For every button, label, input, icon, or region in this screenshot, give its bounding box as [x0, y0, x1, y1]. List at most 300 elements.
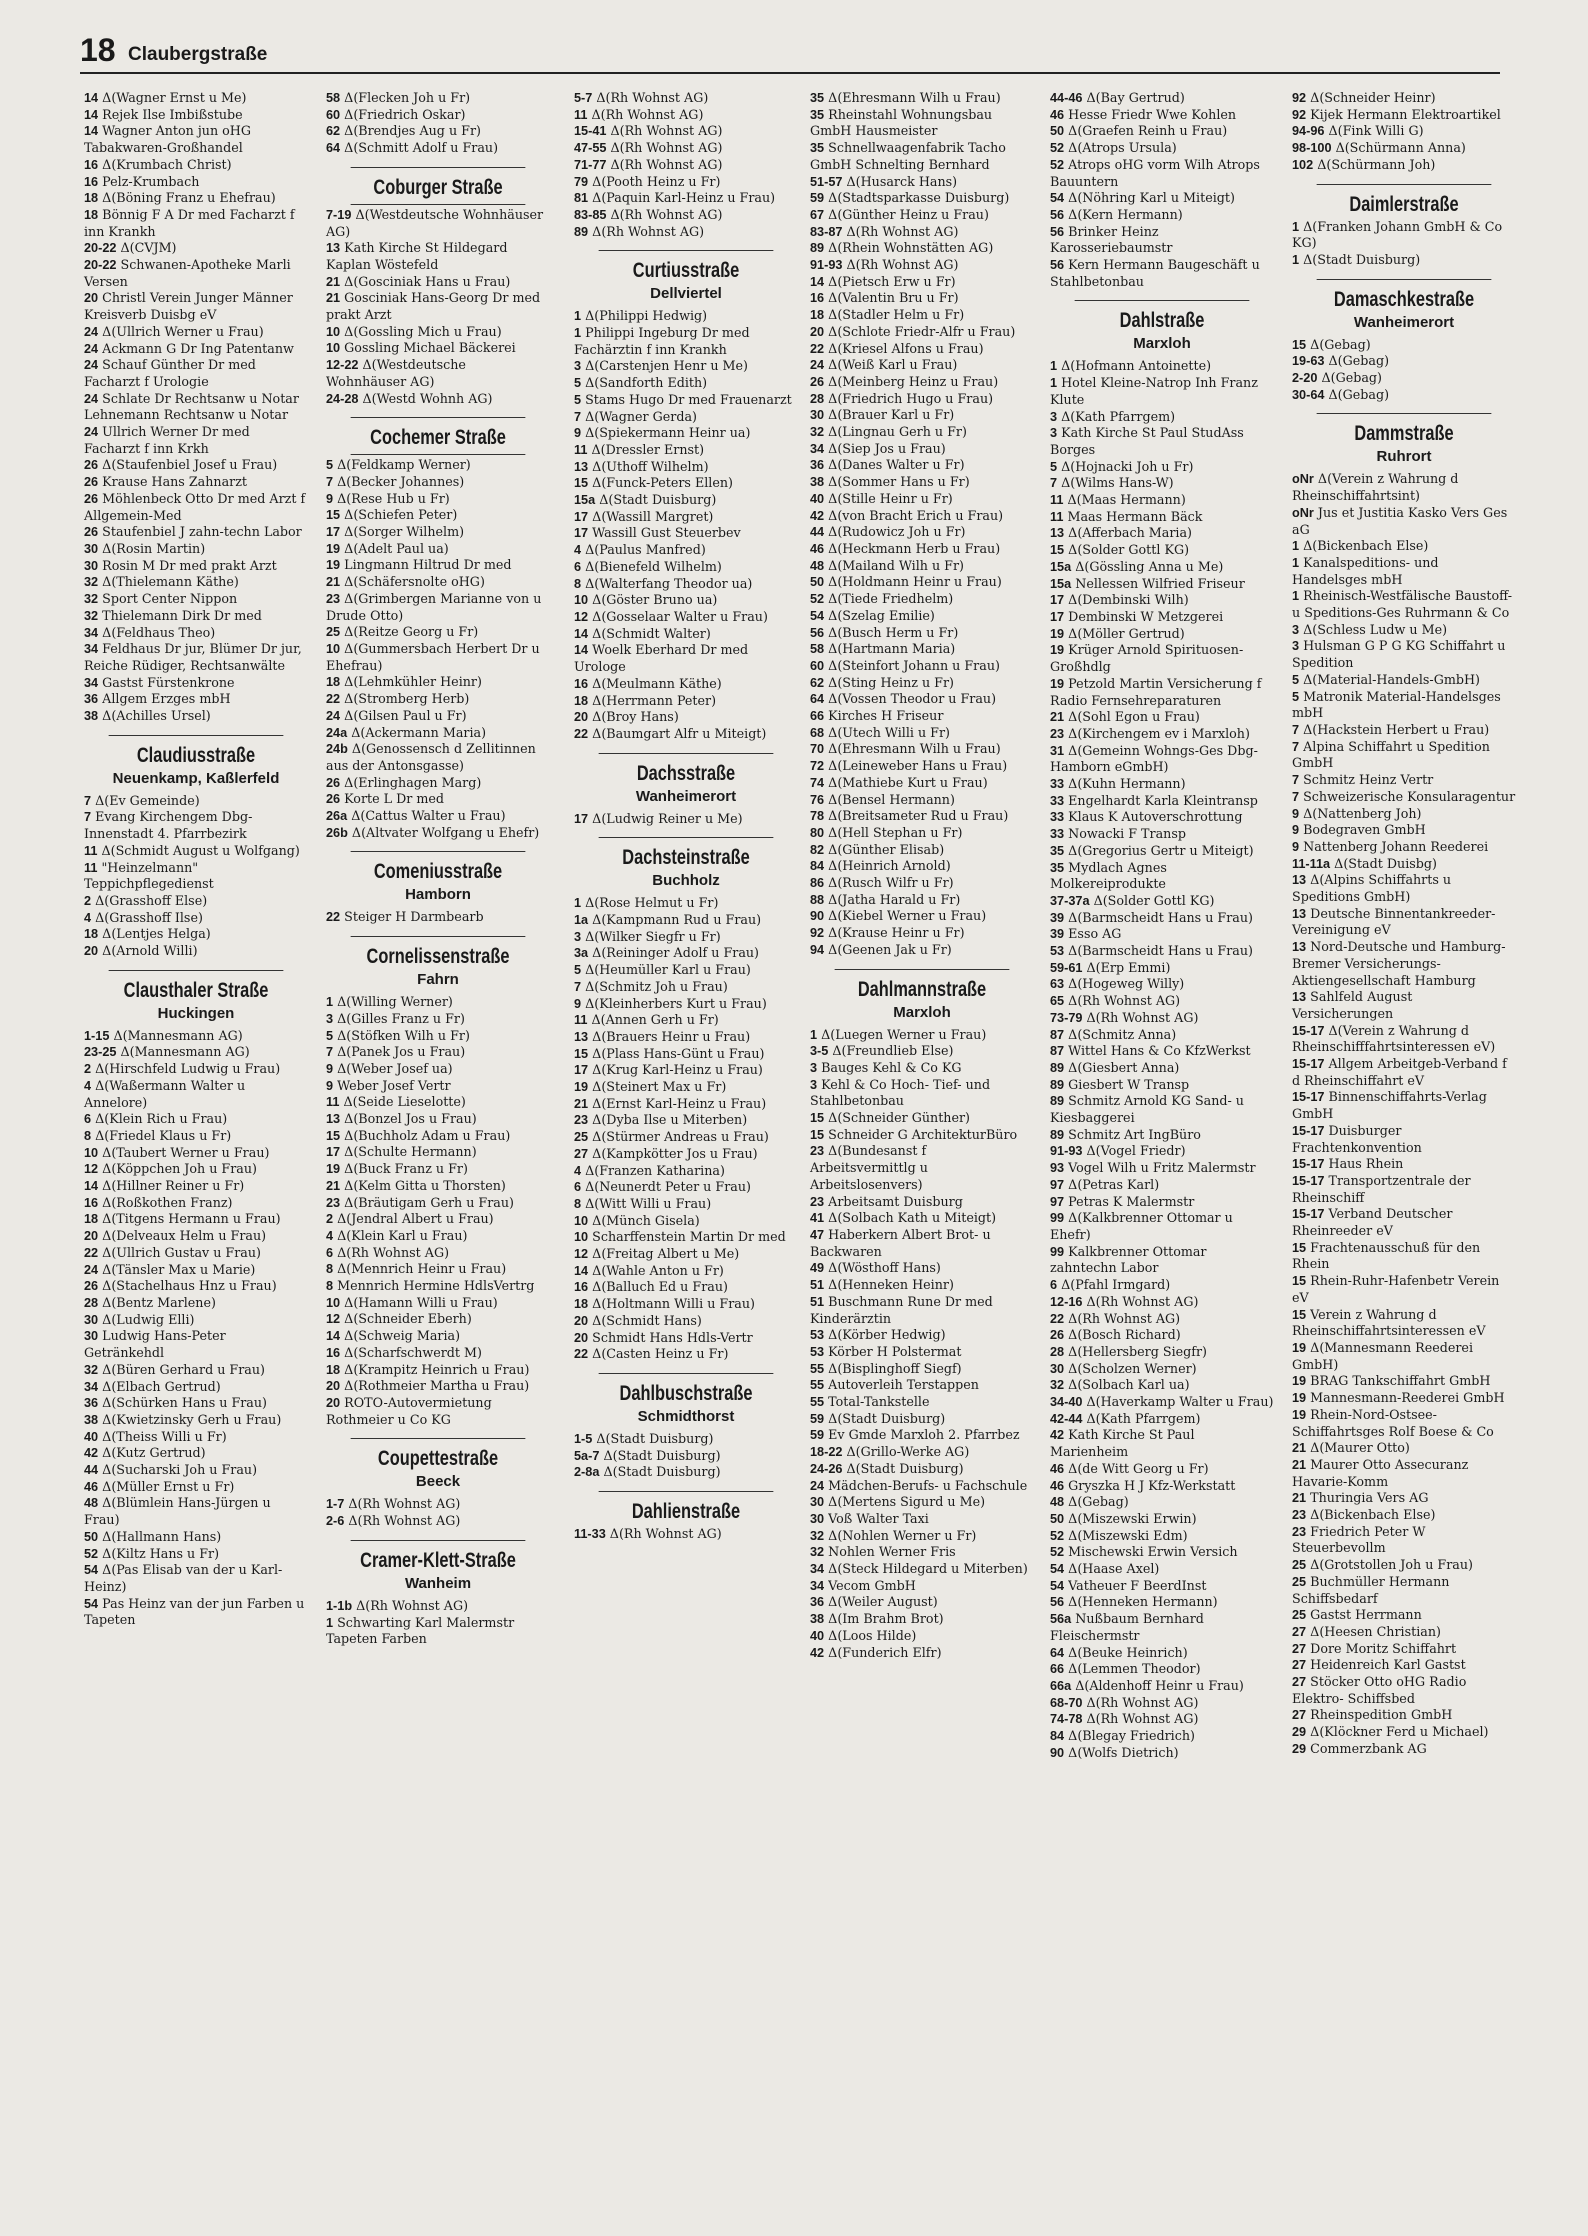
entry-text: Δ(Genossensch d Zellitinnen aus der Antonsgasse): [326, 741, 536, 773]
directory-entry: [1050, 1544, 1274, 1561]
directory-entry: [574, 676, 798, 693]
house-number: 54: [84, 1563, 99, 1578]
directory-entry: [810, 1077, 1034, 1110]
directory-entry: [84, 675, 308, 692]
directory-entry: [84, 1128, 308, 1145]
entry-text: Kath Kirche St Hildegard Kaplan Wöstefeld: [326, 240, 508, 272]
house-number: 12: [84, 1162, 99, 1177]
entry-text: Δ(Theiss Willi u Fr): [102, 1428, 227, 1444]
entry-text: Δ(Weiler August): [828, 1594, 938, 1610]
entry-text: Δ(Kiebel Werner u Frau): [828, 908, 987, 924]
house-number: 23-25: [84, 1045, 117, 1060]
house-number: 26b: [326, 825, 348, 840]
house-number: 17: [574, 526, 589, 541]
entry-text: Δ(Schneider Günther): [828, 1110, 970, 1126]
entry-text: Δ(Solder Gottl KG): [1093, 892, 1215, 908]
entry-text: Δ(Kelm Gitta u Thorsten): [344, 1177, 506, 1193]
directory-entry: [574, 1096, 798, 1113]
entry-text: Δ(Gemeinn Wohngs-Ges Dbg-Hamborn eGmbH): [1050, 742, 1258, 775]
house-number: 19: [326, 1162, 341, 1177]
house-number: 97: [1050, 1194, 1065, 1209]
directory-entry: [1050, 207, 1274, 224]
house-number: 14: [84, 124, 99, 139]
directory-entry: [1292, 1407, 1516, 1440]
directory-entry: [810, 508, 1034, 525]
entry-text: Δ(Hirschfeld Ludwig u Frau): [95, 1061, 281, 1077]
house-number: 36: [84, 1396, 99, 1411]
house-number: 11: [84, 860, 98, 875]
entry-text: Δ(Bickenbach Else): [1310, 1507, 1436, 1523]
house-number: 48: [1050, 1495, 1065, 1510]
entry-text: Schneider G ArchitekturBüro: [828, 1126, 1018, 1142]
house-number: 28: [810, 391, 825, 406]
entry-text: Δ(Haverkamp Walter u Frau): [1086, 1394, 1274, 1410]
entry-text: Ackmann G Dr Ing Patentanw: [102, 340, 294, 356]
entry-text: Δ(Kampmann Rud u Frau): [592, 912, 762, 928]
house-number: 99: [1050, 1244, 1065, 1259]
directory-entry: [810, 541, 1034, 558]
house-number: 19: [326, 541, 341, 556]
entry-text: Δ(CVJM): [120, 240, 177, 256]
entry-text: Δ(Hallmann Hans): [102, 1528, 222, 1544]
directory-entry: [84, 691, 308, 708]
house-number: 13: [1292, 990, 1307, 1005]
house-number: 25: [1292, 1558, 1307, 1573]
entry-text: Δ(Krause Heinr u Fr): [828, 925, 965, 941]
house-number: 15: [810, 1127, 825, 1142]
house-number: 12: [326, 1312, 341, 1327]
entry-text: Δ(Wilms Hans-W): [1061, 475, 1174, 491]
entry-text: Schmitz Heinz Vertr: [1303, 772, 1434, 788]
house-number: 30: [84, 1329, 99, 1344]
directory-entry: [1050, 993, 1274, 1010]
house-number: 15: [326, 508, 341, 523]
directory-entry: [810, 307, 1034, 324]
column-1: [84, 90, 308, 1629]
entry-text: Heidenreich Karl Gastst: [1310, 1657, 1466, 1673]
house-number: 74: [810, 775, 825, 790]
entry-text: Δ(Adelt Paul ua): [344, 540, 449, 556]
directory-entry: [326, 391, 550, 408]
house-number: 16: [84, 157, 99, 172]
house-number: 71-77: [574, 157, 607, 172]
house-number: 3: [810, 1060, 818, 1075]
house-number: 18: [574, 1297, 589, 1312]
entry-text: Δ(Neunerdt Peter u Frau): [585, 1179, 751, 1195]
entry-text: Δ(Lingnau Gerh u Fr): [828, 424, 967, 440]
directory-entry: [810, 1027, 1034, 1044]
directory-entry: [326, 1178, 550, 1195]
directory-entry: [84, 708, 308, 725]
entry-text: Nußbaum Bernhard Fleischermstr: [1050, 1611, 1204, 1643]
entry-text: Δ(Gummersbach Herbert Dr u Ehefrau): [326, 640, 540, 673]
entry-text: Weber Josef Vertr: [337, 1077, 451, 1093]
directory-entry: [1050, 592, 1274, 609]
directory-entry: [1050, 509, 1274, 526]
entry-text: Δ(Steck Hildegard u Miterben): [828, 1561, 1028, 1577]
entry-text: Δ(Cattus Walter u Frau): [351, 808, 506, 824]
house-number: 32: [84, 1362, 99, 1377]
entry-text: Δ(Pooth Heinz u Fr): [592, 173, 721, 189]
directory-entry: [810, 224, 1034, 241]
directory-entry: [810, 741, 1034, 758]
district-label: Wanheim: [404, 1574, 472, 1592]
house-number: 50: [1050, 1511, 1065, 1526]
entry-text: Δ(Rusch Wilfr u Fr): [828, 875, 954, 891]
directory-entry: [84, 491, 308, 524]
entry-text: Vogel Wilh u Fritz Malermstr: [1068, 1160, 1256, 1176]
entry-text: Δ(Rh Wohnst AG): [1068, 993, 1181, 1009]
entry-text: Δ(Hell Stephan u Fr): [828, 824, 963, 840]
directory-entry: [1292, 1557, 1516, 1574]
directory-entry: [326, 1044, 550, 1061]
directory-entry: [574, 576, 798, 593]
entry-text: Δ(Vossen Theodor u Frau): [828, 691, 997, 707]
directory-entry: [574, 1229, 798, 1246]
entry-text: Bönnig F A Dr med Facharzt f inn Krankh: [84, 206, 295, 239]
house-number: 15: [574, 1046, 589, 1061]
house-number: 14: [84, 107, 99, 122]
house-number: 87: [1050, 1027, 1065, 1042]
running-title: Claubergstraße: [128, 44, 268, 65]
house-number: 52: [84, 1546, 99, 1561]
house-number: 35: [810, 91, 825, 105]
directory-entry: [810, 491, 1034, 508]
house-number: 2: [84, 893, 92, 908]
house-number: 6: [574, 1180, 582, 1195]
page-number: 18: [80, 32, 116, 68]
house-number: 30: [810, 1495, 825, 1510]
directory-entry: [84, 809, 308, 842]
house-number: 46: [84, 1479, 99, 1494]
house-number: 15-17: [1292, 1090, 1325, 1105]
entry-text: Δ(Stadt Duisburg): [1303, 251, 1421, 267]
entry-text: Δ(Fink Willi G): [1328, 123, 1424, 139]
entry-text: Δ(Schless Ludw u Me): [1303, 621, 1448, 637]
street-heading: Curtiusstraße: [599, 250, 774, 283]
house-number: 89: [1050, 1127, 1065, 1142]
directory-entry: [1050, 525, 1274, 542]
house-number: 42: [84, 1446, 99, 1461]
house-number: 8: [326, 1262, 334, 1277]
entry-text: Schwarting Karl Malermstr Tapeten Farben: [326, 1614, 515, 1647]
directory-entry: [326, 1362, 550, 1379]
house-number: 15-17: [1292, 1057, 1325, 1072]
entry-text: Verein z Wahrung d Rheinschiffahrtsinteressen eV: [1292, 1306, 1486, 1339]
directory-entry: [574, 1313, 798, 1330]
entry-text: Wassill Gust Steuerbev: [592, 525, 741, 541]
directory-entry: [810, 90, 1034, 107]
entry-text: Δ(Mannesmann AG): [120, 1044, 250, 1060]
street-heading: Dachsteinstraße: [599, 837, 774, 870]
entry-text: Δ(Kampkötter Jos u Frau): [592, 1145, 758, 1161]
house-number: 42: [810, 1645, 825, 1660]
entry-text: Δ(Weiß Karl u Frau): [828, 357, 958, 373]
entry-text: Giesbert W Transp: [1068, 1076, 1190, 1092]
house-number: 19: [1050, 676, 1065, 691]
directory-entry: [1292, 1206, 1516, 1239]
directory-entry: [810, 725, 1034, 742]
house-number: 47: [810, 1228, 825, 1242]
house-number: 28: [84, 1296, 99, 1310]
house-number: 46: [1050, 107, 1065, 122]
directory-entry: [574, 811, 798, 828]
directory-entry: [1292, 939, 1516, 989]
directory-entry: [574, 409, 798, 426]
entry-text: Δ(Böning Franz u Ehefrau): [102, 190, 276, 206]
house-number: 50: [1050, 124, 1065, 139]
entry-text: Krüger Arnold Spirituosen-Großhdlg: [1050, 642, 1244, 675]
entry-text: Δ(Verein z Wahrung d Rheinschiffahrtsint): [1292, 471, 1459, 504]
entry-text: Δ(Krumbach Christ): [102, 156, 232, 172]
entry-text: Δ(Gössling Anna u Me): [1075, 558, 1224, 574]
entry-text: Δ(Rh Wohnst AG): [1086, 1293, 1199, 1309]
house-number: 54: [1050, 191, 1065, 206]
district-label: Marxloh: [893, 1003, 951, 1021]
directory-entry: [326, 457, 550, 474]
house-number: 13: [1050, 526, 1065, 541]
directory-entry: [574, 123, 798, 140]
house-number: 20: [574, 1330, 589, 1345]
entry-text: Krause Hans Zahnarzt: [102, 474, 247, 490]
entry-text: Δ(Brauers Heinr u Frau): [592, 1028, 751, 1044]
entry-text: Δ(Scharfschwerdt M): [344, 1344, 482, 1360]
entry-text: Δ(Ernst Karl-Heinz u Frau): [592, 1095, 767, 1111]
entry-text: Δ(Rosin Martin): [102, 540, 206, 556]
house-number: 38: [810, 1612, 825, 1627]
directory-entry: [1050, 1494, 1274, 1511]
street-heading: Dammstraße: [1317, 413, 1492, 446]
directory-entry: [1292, 1524, 1516, 1557]
house-number: 1: [1292, 252, 1300, 267]
directory-entry: [84, 1211, 308, 1228]
house-number: 64: [810, 692, 825, 707]
directory-entry: [326, 290, 550, 323]
house-number: 15: [810, 1111, 825, 1126]
directory-entry: [574, 1163, 798, 1180]
entry-text: Δ(Altvater Wolfgang u Ehefr): [351, 824, 540, 840]
directory-entry: [810, 524, 1034, 541]
house-number: 14: [810, 274, 825, 289]
directory-entry: [1292, 1373, 1516, 1390]
directory-entry: [1050, 1711, 1274, 1728]
house-number: 65: [1050, 994, 1065, 1009]
entry-text: Petras K Malermstr: [1068, 1193, 1195, 1209]
house-number: 11: [574, 442, 588, 457]
entry-text: Δ(Verein z Wahrung d Rheinschifffahrtsinteressen eV): [1292, 1022, 1496, 1055]
directory-entry: [84, 1262, 308, 1279]
entry-text: Δ(Klein Rich u Frau): [95, 1111, 228, 1127]
entry-text: Δ(Kiltz Hans u Fr): [102, 1545, 220, 1561]
entry-text: Δ(Graefen Reinh u Frau): [1068, 123, 1228, 139]
house-number: 15a: [1050, 559, 1072, 574]
directory-entry: [574, 1129, 798, 1146]
directory-entry: [1050, 743, 1274, 776]
house-number: 56: [1050, 224, 1065, 239]
entry-text: Wittel Hans & Co KfzWerkst: [1068, 1043, 1251, 1059]
directory-entry: [84, 843, 308, 860]
directory-entry: [1292, 839, 1516, 856]
entry-text: Δ(Flecken Joh u Fr): [344, 90, 471, 105]
house-number: 18-22: [810, 1445, 843, 1460]
directory-entry: [1292, 555, 1516, 588]
entry-text: Δ(Gosselaar Walter u Frau): [592, 608, 768, 624]
entry-text: Δ(Gebag): [1068, 1494, 1129, 1510]
house-number: 15: [1292, 1240, 1307, 1255]
entry-text: Feldhaus Dr jur, Blümer Dr jur, Reiche Rüdiger, Rechtsanwälte: [84, 641, 302, 673]
entry-text: Δ(Sting Heinz u Fr): [828, 674, 954, 690]
entry-text: Δ(Günther Elisab): [828, 841, 945, 857]
directory-entry: [326, 1061, 550, 1078]
house-number: 26: [84, 475, 99, 490]
district-label: Huckingen: [157, 1004, 235, 1022]
directory-entry: [326, 1345, 550, 1362]
entry-text: Allgem Erzges mbH: [102, 691, 231, 707]
directory-entry: [574, 1062, 798, 1079]
directory-entry: [84, 926, 308, 943]
house-number: 9: [1292, 839, 1300, 854]
directory-entry: [1292, 1741, 1516, 1758]
house-number: 18: [84, 191, 99, 206]
directory-entry: [1050, 1361, 1274, 1378]
house-number: 12: [574, 609, 589, 624]
house-number: 88: [810, 892, 825, 907]
house-number: 92: [1292, 107, 1307, 122]
house-number: 21: [574, 1096, 589, 1111]
directory-entry: [326, 1395, 550, 1428]
directory-entry: [574, 726, 798, 743]
directory-entry: [1050, 1327, 1274, 1344]
house-number: 16: [574, 1280, 589, 1295]
entry-text: Δ(Stille Heinr u Fr): [828, 490, 953, 506]
entry-text: Δ(Rudowicz Joh u Fr): [828, 524, 966, 540]
entry-text: Δ(Schmidt Hans): [592, 1312, 702, 1328]
directory-entry: [810, 908, 1034, 925]
directory-entry: [1292, 638, 1516, 671]
house-number: 17: [1050, 593, 1065, 608]
entry-text: Sport Center Nippon: [102, 591, 238, 607]
directory-entry: [810, 1411, 1034, 1428]
house-number: 52: [1050, 1528, 1065, 1543]
street-heading: Dachsstraße: [599, 753, 774, 786]
entry-text: Δ(Barmscheidt Hans u Frau): [1068, 909, 1253, 925]
entry-text: Autoverleih Terstappen: [828, 1377, 979, 1393]
entry-text: Δ(Pas Elisab van der u Karl-Heinz): [84, 1562, 283, 1594]
directory-entry: [574, 1246, 798, 1263]
district-label: Marxloh: [1133, 335, 1191, 353]
entry-text: Δ(Maas Hermann): [1067, 492, 1186, 508]
entry-text: Δ(Jendral Albert u Frau): [337, 1211, 494, 1227]
entry-text: Gosciniak Hans-Georg Dr med prakt Arzt: [326, 290, 541, 323]
entry-text: Vecom GmbH: [828, 1577, 916, 1593]
directory-entry: [574, 626, 798, 643]
house-number: 1: [1292, 589, 1300, 604]
house-number: 2-6: [326, 1514, 345, 1529]
house-number: 26: [326, 792, 341, 807]
entry-text: Δ(Erp Emmi): [1086, 959, 1171, 975]
directory-entry: [1050, 860, 1274, 893]
directory-entry: [84, 1495, 308, 1528]
entry-text: Δ(Vogel Friedr): [1086, 1143, 1186, 1159]
entry-text: Δ(Rh Wohnst AG): [592, 223, 705, 239]
entry-text: Thuringia Vers AG: [1310, 1490, 1429, 1506]
entry-text: Δ(Hamann Willi u Frau): [344, 1294, 498, 1310]
directory-entry: [1050, 123, 1274, 140]
entry-text: Rheinspedition GmbH: [1310, 1707, 1453, 1723]
directory-entry: [84, 1312, 308, 1329]
house-number: 1a: [574, 913, 589, 928]
house-number: 74-78: [1050, 1712, 1083, 1727]
entry-text: Mydlach Agnes Molkereiprodukte: [1050, 859, 1167, 892]
entry-text: Δ(Hogeweg Willy): [1068, 976, 1185, 992]
house-number: 24: [84, 391, 99, 406]
street-heading: Cochemer Straße: [351, 417, 526, 455]
entry-text: Esso AG: [1068, 926, 1122, 942]
house-number: 2: [326, 1212, 334, 1227]
entry-text: Möhlenbeck Otto Dr med Arzt f Allgemein-Med: [84, 490, 306, 523]
house-number: 15a: [1050, 576, 1072, 591]
house-number: 60: [810, 658, 825, 673]
directory-entry: [84, 1429, 308, 1446]
house-number: 20: [84, 944, 99, 959]
directory-entry: [810, 1143, 1034, 1193]
entry-text: Klaus K Autoverschrottung: [1068, 809, 1243, 825]
directory-entry: [574, 962, 798, 979]
entry-text: Δ(Friedrich Oskar): [344, 106, 466, 122]
house-number: 21: [1292, 1441, 1307, 1456]
entry-text: Δ(Ev Gemeinde): [95, 792, 200, 808]
directory-entry: [1050, 1594, 1274, 1611]
entry-text: Kalkbrenner Ottomar zahntechn Labor: [1050, 1243, 1207, 1276]
directory-entry: [326, 491, 550, 508]
entry-text: Δ(Friedrich Hugo u Frau): [828, 390, 994, 406]
directory-entry: [574, 475, 798, 492]
directory-entry: [1050, 626, 1274, 643]
directory-entry: [574, 542, 798, 559]
house-number: 11: [326, 1095, 340, 1110]
house-number: 3: [810, 1077, 818, 1092]
house-number: 62: [326, 124, 341, 139]
directory-entry: [1050, 926, 1274, 943]
directory-entry: [810, 942, 1034, 959]
directory-entry: [810, 1528, 1034, 1545]
house-number: 11: [84, 843, 98, 858]
house-number: 36: [84, 692, 99, 707]
house-number: 56: [1050, 1595, 1065, 1610]
directory-entry: [1292, 689, 1516, 722]
house-number: 68: [810, 725, 825, 740]
entry-text: Δ(Herrmann Peter): [592, 692, 717, 708]
entry-text: Δ(Rh Wohnst AG): [610, 140, 723, 156]
house-number: 16: [574, 676, 589, 691]
entry-text: Δ(Im Brahm Brot): [828, 1611, 944, 1627]
directory-entry: [810, 341, 1034, 358]
entry-text: Gossling Michael Bäckerei: [344, 340, 516, 356]
directory-entry: [84, 290, 308, 323]
column-2: [326, 90, 550, 1648]
directory-entry: [84, 1462, 308, 1479]
entry-text: Δ(Rh Wohnst AG): [609, 1526, 722, 1542]
entry-text: Δ(Kuhn Hermann): [1068, 776, 1186, 792]
house-number: 7: [1292, 739, 1300, 754]
entry-text: Δ(Stadt Duisbg): [1334, 855, 1437, 871]
house-number: 18: [326, 675, 341, 690]
entry-text: Δ(Tänsler Max u Marie): [102, 1261, 256, 1277]
entry-text: Δ(Kalkbrenner Ottomar u Ehefr): [1050, 1210, 1233, 1242]
directory-entry: [574, 325, 798, 358]
house-number: 34: [810, 1578, 825, 1593]
entry-text: Korte L Dr med: [344, 791, 445, 807]
